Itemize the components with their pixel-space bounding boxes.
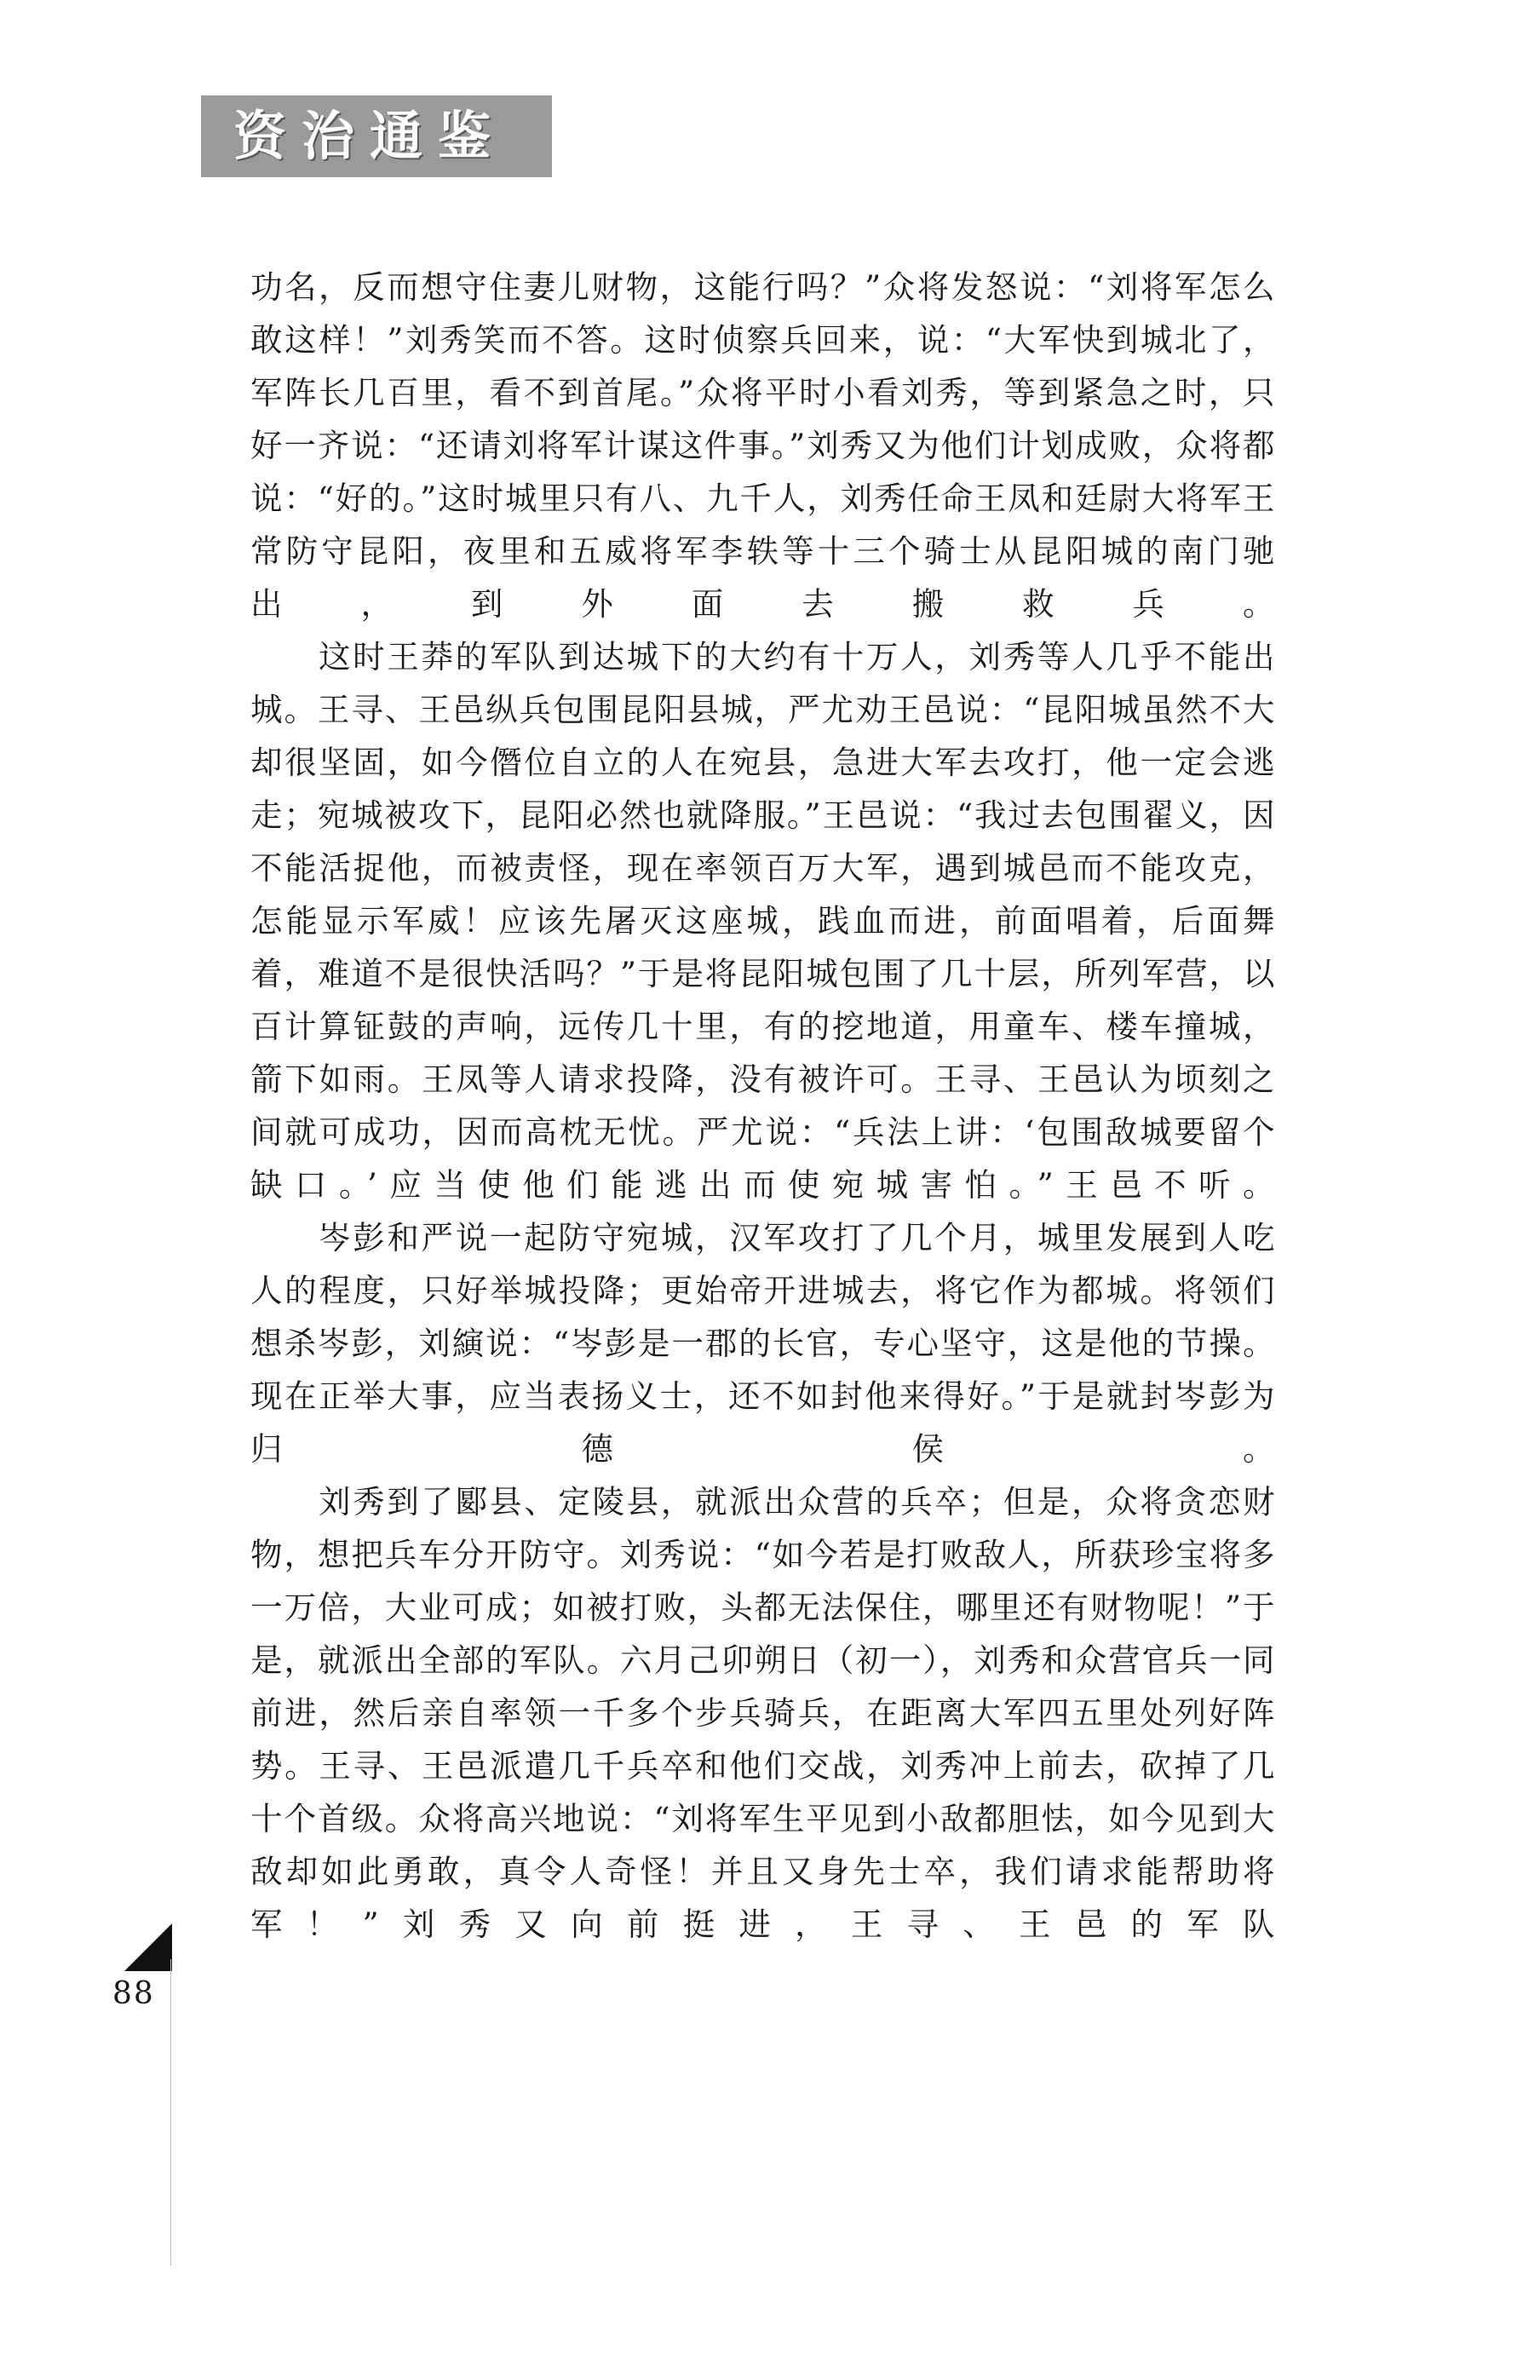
paragraph-2: 这时王莽的军队到达城下的大约有十万人，刘秀等人几乎不能出城。王寻、王邑纵兵包围昆阳县城，严尤劝王邑说：“昆阳城虽然不大却很坚固，如今僭位自立的人在宛县，急进大军去攻打，他一定会逃走；宛城被攻下，昆阳必然也就降服。”王邑说：“我过去包围翟义，因不能活捉他，而被责怪，现在率领百万大军，遇到城邑而不能攻克，怎能显示军威！应该先屠灭这座城，践血而进，前面唱着，后面舞着，难道不是很快活吗？”于是将昆阳城包围了几十层，所列军营，以百计算钲鼓的声响，远传几十里，有的挖地道，用童车、楼车撞城，箭下如雨。王凤等人请求投降，没有被许可。王寻、王邑认为顷刻之间就可成功，因而高枕无忧。严尤说：“兵法上讲：‘包围敌城要留个缺口。’应当使他们能逃出而使宛城害怕。”王邑不听。 <box>250 638 1276 1204</box>
paragraph-4: 刘秀到了郾县、定陵县，就派出众营的兵卒；但是，众将贪恋财物，想把兵车分开防守。刘秀说：“如今若是打败敌人，所获珍宝将多一万倍，大业可成；如被打败，头都无法保住，哪里还有财物呢！”于是，就派出全部的军队。六月己卯朔日（初一），刘秀和众营官兵一同前进，然后亲自率领一千多个步兵骑兵，在距离大军四五里处列好阵势。王寻、王邑派遣几千兵卒和他们交战，刘秀冲上前去，砍掉了几十个首级。众将高兴地说：“刘将军生平见到小敌都胆怯，如今见到大敌却如此勇敢，真令人奇怪！并且又身先士卒，我们请求能帮助将军！”刘秀又向前挺进，王寻、王邑的军队 <box>250 1483 1276 1943</box>
margin-rule <box>170 1959 171 2266</box>
book-title: 资治通鉴 <box>233 105 507 167</box>
main-text <box>250 261 1276 1951</box>
page-corner-triangle-icon <box>124 1923 172 1971</box>
book-title-banner <box>201 95 552 177</box>
paragraph-1: 功名，反而想守住妻儿财物，这能行吗？”众将发怒说：“刘将军怎么敢这样！”刘秀笑而不答。这时侦察兵回来，说：“大军快到城北了，军阵长几百里，看不到首尾。”众将平时小看刘秀，等到紧急之时，只好一齐说：“还请刘将军计谋这件事。”刘秀又为他们计划成败，众将都说：“好的。”这时城里只有八、九千人，刘秀任命王凤和廷尉大将军王常防守昆阳，夜里和五威将军李轶等十三个骑士从昆阳城的南门驰出，到外面去搬救兵。 <box>250 268 1276 623</box>
paragraph-3: 岑彭和严说一起防守宛城，汉军攻打了几个月，城里发展到人吃人的程度，只好举城投降；更始帝开进城去，将它作为都城。将领们想杀岑彭，刘縯说：“岑彭是一郡的长官，专心坚守，这是他的节操。现在正举大事，应当表扬义士，还不如封他来得好。”于是就封岑彭为归德侯。 <box>250 1219 1276 1468</box>
page-number: 88 <box>112 1976 155 2011</box>
